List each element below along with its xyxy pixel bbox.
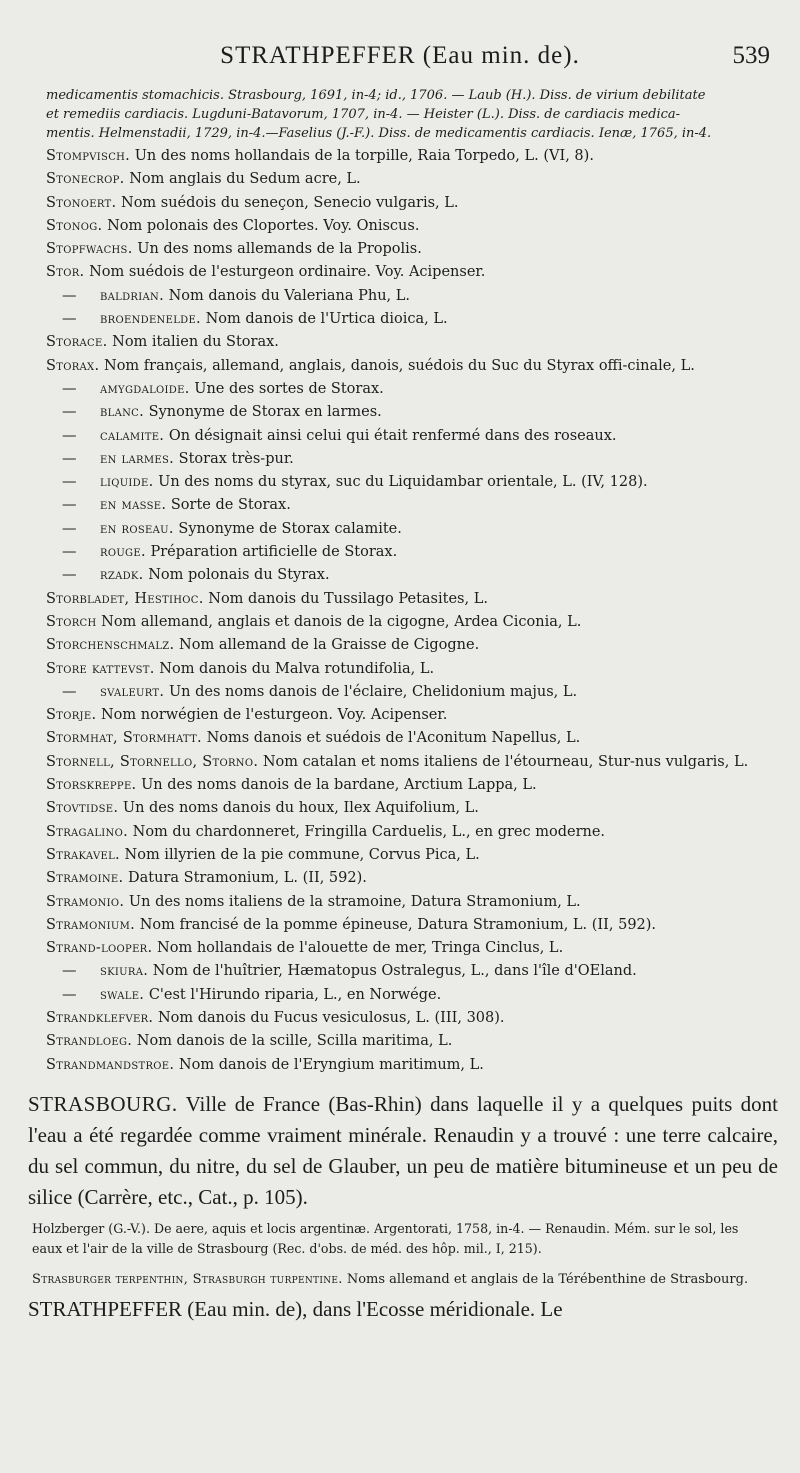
entry-headword: Strakavel. xyxy=(46,846,120,863)
entry-headword: calamite. xyxy=(100,427,165,444)
dictionary-entry xyxy=(46,634,768,657)
entry-definition: Un des noms allemands de la Propolis. xyxy=(137,241,422,258)
dictionary-entry xyxy=(46,494,768,517)
entry-dash: — xyxy=(62,311,77,328)
entry-definition: Nom allemand de la Graisse de Cigogne. xyxy=(179,637,480,654)
entry-definition: Noms danois et suédois de l'Aconitum Napellus, L. xyxy=(206,730,581,747)
entry-headword: en masse. xyxy=(100,497,167,514)
entry-definition: Nom de l'huîtrier, Hæmatopus Ostralegus, L., dans l'île d'OEland. xyxy=(152,963,637,980)
dictionary-entry xyxy=(46,238,768,261)
entry-definition: Nom danois de l'Urtica dioica, L. xyxy=(205,311,448,328)
entry-headword: amygdaloide. xyxy=(100,380,190,397)
entry-headword: Strandloeg. xyxy=(46,1033,133,1050)
strathpeffer-article xyxy=(28,1294,778,1324)
strasbourg-headword: STRASBOURG. xyxy=(28,1091,178,1116)
strathpeffer-headword: STRATHPEFFER xyxy=(28,1296,183,1321)
entry-definition: Nom hollandais de l'alouette de mer, Tringa Cinclus, L. xyxy=(157,940,564,957)
intro-bibliography xyxy=(46,86,768,143)
entry-headword: Strandmandstroe. xyxy=(46,1056,175,1073)
dictionary-entry xyxy=(46,914,768,937)
entry-headword: Storax. xyxy=(46,357,100,374)
entry-headword: Stonecrop. xyxy=(46,171,125,188)
entry-definition: C'est l'Hirundo riparia, L., en Norwége. xyxy=(148,986,442,1003)
entry-headword: Stragalino. xyxy=(46,823,129,840)
strasburger-text: Noms allemand et anglais de la Térébenthine de Strasbourg. xyxy=(346,1271,749,1287)
entry-dash: — xyxy=(62,380,77,397)
entry-definition: Nom italien du Storax. xyxy=(112,334,279,351)
entry-headword: Storace. xyxy=(46,334,108,351)
entry-definition: Un des noms danois de la bardane, Arctium Lappa, L. xyxy=(141,777,537,794)
dictionary-entry xyxy=(46,751,768,774)
entry-definition: Nom allemand, anglais et danois de la cigogne, Ardea Ciconia, L. xyxy=(101,613,582,630)
entry-headword: Storch xyxy=(46,613,97,630)
dictionary-entry xyxy=(46,774,768,797)
entry-headword: Stonoert. xyxy=(46,194,117,211)
entry-headword: Stornell, Stornello, Storno. xyxy=(46,753,259,770)
entry-headword: Strand-looper. xyxy=(46,940,153,957)
entry-headword: en roseau. xyxy=(100,520,174,537)
entry-dash: — xyxy=(62,683,77,700)
dictionary-entry xyxy=(46,145,768,168)
entry-definition: Un des noms italiens de la stramoine, Datura Stramonium, L. xyxy=(128,893,581,910)
entry-definition: Nom danois du Tussilago Petasites, L. xyxy=(208,590,488,607)
entry-definition: Synonyme de Storax calamite. xyxy=(178,520,402,537)
entry-headword: Stonog. xyxy=(46,217,103,234)
entry-definition: Un des noms du styrax, suc du Liquidambar orientale, L. (IV, 128). xyxy=(158,474,648,491)
entry-definition: Nom suédois du seneçon, Senecio vulgaris, L. xyxy=(121,194,459,211)
dictionary-entry xyxy=(46,704,768,727)
entry-headword: swale. xyxy=(100,986,145,1003)
entry-headword: Stramoine. xyxy=(46,870,124,887)
entry-definition: Un des noms danois du houx, Ilex Aquifolium, L. xyxy=(122,800,479,817)
entry-headword: Storbladet, Hestihoc. xyxy=(46,590,204,607)
dictionary-entry xyxy=(46,192,768,215)
entry-definition: Nom norwégien de l'esturgeon. Voy. Acipenser. xyxy=(100,707,448,724)
dictionary-entry xyxy=(46,937,768,960)
entry-headword: rzadk. xyxy=(100,567,144,584)
entry-headword: broendenelde. xyxy=(100,311,201,328)
entry-dash: — xyxy=(62,567,77,584)
dictionary-entry xyxy=(46,564,768,587)
intro-line: medicamentis stomachicis. Strasbourg, 1691, in-4; id., 1706. — Laub (H.). Diss. de virium debilitate xyxy=(46,88,706,103)
dictionary-entry xyxy=(46,984,768,1007)
strasbourg-text: Ville de France (Bas-Rhin) dans laquelle il y a quelques puits dont l'eau a été regardée comme vraiment minérale. Renaudin y a trouvé : une terre calcaire, du sel commun, du nitre, du sel de Glauber, un peu de matière bitumineuse et un peu de silice (Carrère, etc., Cat., p. 105). xyxy=(28,1091,778,1209)
entry-headword: Stramonio. xyxy=(46,893,125,910)
entry-headword: Strandklefver. xyxy=(46,1009,154,1026)
dictionary-entry xyxy=(46,471,768,494)
entry-dash: — xyxy=(62,544,77,561)
dictionary-entry xyxy=(46,1007,768,1030)
entry-definition: Un des noms hollandais de la torpille, Raia Torpedo, L. (VI, 8). xyxy=(134,148,594,164)
entry-definition: Un des noms danois de l'éclaire, Chelidonium majus, L. xyxy=(168,683,578,700)
dictionary-entry xyxy=(46,1030,768,1053)
entry-headword: liquide. xyxy=(100,474,154,491)
dictionary-entry xyxy=(46,285,768,308)
dictionary-entry xyxy=(46,960,768,983)
strasburger-headword: Strasburger terpenthin, Strasburgh turpentine. xyxy=(32,1271,343,1287)
page-number: 539 xyxy=(732,42,770,69)
entry-definition: Nom danois du Malva rotundifolia, L. xyxy=(159,660,435,677)
entry-definition: Préparation artificielle de Storax. xyxy=(150,544,398,561)
dictionary-entry xyxy=(46,867,768,890)
entry-headword: Storje. xyxy=(46,707,97,724)
entry-headword: skiura. xyxy=(100,963,149,980)
entry-headword: Stramonium. xyxy=(46,916,136,933)
entry-definition: Datura Stramonium, L. (II, 592). xyxy=(128,870,367,887)
running-head: STRATHPEFFER (Eau min. de). xyxy=(220,42,580,69)
entry-definition: Nom danois de l'Eryngium maritimum, L. xyxy=(178,1056,484,1073)
entry-headword: blanc. xyxy=(100,404,145,421)
entry-headword: Stormhat, Stormhatt. xyxy=(46,730,202,747)
entry-headword: Stopfwachs. xyxy=(46,241,133,258)
entry-headword: Storchenschmalz. xyxy=(46,637,175,654)
strathpeffer-text: (Eau min. de), dans l'Ecosse méridionale. Le xyxy=(187,1296,563,1321)
dictionary-entry xyxy=(46,261,768,284)
dictionary-entry xyxy=(46,308,768,331)
intro-line: et remediis cardiacis. Lugduni-Batavorum, 1707, in-4. — Heister (L.). Diss. de cardiacis medica- xyxy=(46,107,681,122)
entry-headword: svaleurt. xyxy=(100,683,165,700)
strasbourg-article xyxy=(28,1089,778,1213)
entry-definition: Synonyme de Storax en larmes. xyxy=(148,404,382,421)
dictionary-entry xyxy=(46,821,768,844)
dictionary-entry xyxy=(46,378,768,401)
dictionary-entry xyxy=(46,1054,768,1077)
dictionary-entry xyxy=(46,844,768,867)
dictionary-entry xyxy=(46,401,768,424)
strasbourg-references: Holzberger (G.-V.). De aere, aquis et locis argentinæ. Argentorati, 1758, in-4. — Renaudin. Mém. sur le sol, les eaux et l'air de la ville de Strasbourg (Rec. d'obs. de méd. des hôp. mil., I, 215). xyxy=(32,1220,739,1256)
dictionary-entry xyxy=(46,658,768,681)
entry-headword: Stovtidse. xyxy=(46,800,119,817)
dictionary-entry xyxy=(46,425,768,448)
entry-dash: — xyxy=(62,404,77,421)
dictionary-entry xyxy=(46,611,768,634)
entry-dash: — xyxy=(62,963,77,980)
dictionary-entry xyxy=(46,797,768,820)
entry-dash: — xyxy=(62,474,77,491)
entry-definition: Une des sortes de Storax. xyxy=(194,380,384,397)
entry-dash: — xyxy=(62,287,77,304)
entry-headword: baldrian. xyxy=(100,287,164,304)
entry-headword: Stor. xyxy=(46,264,85,281)
page-body xyxy=(28,86,778,1324)
strasburger-entry xyxy=(32,1269,772,1290)
dictionary-entry xyxy=(46,891,768,914)
entry-definition: Nom anglais du Sedum acre, L. xyxy=(129,171,361,188)
dictionary-entry xyxy=(46,541,768,564)
entry-definition: On désignait ainsi celui qui était renfermé dans des roseaux. xyxy=(168,427,617,444)
entry-definition: Nom suédois de l'esturgeon ordinaire. Voy. Acipenser. xyxy=(89,264,486,281)
entry-dash: — xyxy=(62,450,77,467)
entry-headword: Store kattevst. xyxy=(46,660,155,677)
entry-headword: Stompvisch. xyxy=(46,148,131,164)
dictionary-entry xyxy=(46,331,768,354)
dictionary-entry xyxy=(46,588,768,611)
dictionary-entry xyxy=(46,168,768,191)
entry-definition: Nom polonais des Cloportes. Voy. Oniscus. xyxy=(107,217,420,234)
entry-definition: Nom français, allemand, anglais, danois, suédois du Suc du Styrax offi-cinale, L. xyxy=(104,357,695,374)
entry-definition: Sorte de Storax. xyxy=(170,497,291,514)
entry-dash: — xyxy=(62,986,77,1003)
entry-definition: Nom danois du Valeriana Phu, L. xyxy=(168,287,410,304)
entry-dash: — xyxy=(62,497,77,514)
page-header xyxy=(0,42,800,92)
dictionary-entry xyxy=(46,355,768,378)
dictionary-entry xyxy=(46,215,768,238)
entry-dash: — xyxy=(62,427,77,444)
entry-definition: Nom illyrien de la pie commune, Corvus Pica, L. xyxy=(124,846,480,863)
entry-definition: Nom polonais du Styrax. xyxy=(148,567,330,584)
dictionary-entry xyxy=(46,448,768,471)
dictionary-entry xyxy=(46,681,768,704)
dictionary-entry xyxy=(46,518,768,541)
entry-headword: rouge. xyxy=(100,544,146,561)
entry-definition: Nom danois du Fucus vesiculosus, L. (III, 308). xyxy=(157,1009,505,1026)
entry-definition: Nom catalan et noms italiens de l'étourneau, Stur-nus vulgaris, L. xyxy=(262,753,749,770)
entry-dash: — xyxy=(62,520,77,537)
dictionary-entry xyxy=(46,727,768,750)
entry-definition: Nom danois de la scille, Scilla maritima, L. xyxy=(136,1033,453,1050)
entry-headword: Storskreppe. xyxy=(46,777,137,794)
entry-definition: Storax très-pur. xyxy=(178,450,294,467)
entry-definition: Nom du chardonneret, Fringilla Carduelis, L., en grec moderne. xyxy=(132,823,606,840)
entry-headword: en larmes. xyxy=(100,450,175,467)
intro-line: mentis. Helmenstadii, 1729, in-4.—Faselius (J.-F.). Diss. de medicamentis cardiacis. Ienæ, 1765, in-4. xyxy=(46,126,712,141)
entry-definition: Nom francisé de la pomme épineuse, Datura Stramonium, L. (II, 592). xyxy=(139,916,657,933)
dictionary-entries xyxy=(46,145,768,1077)
